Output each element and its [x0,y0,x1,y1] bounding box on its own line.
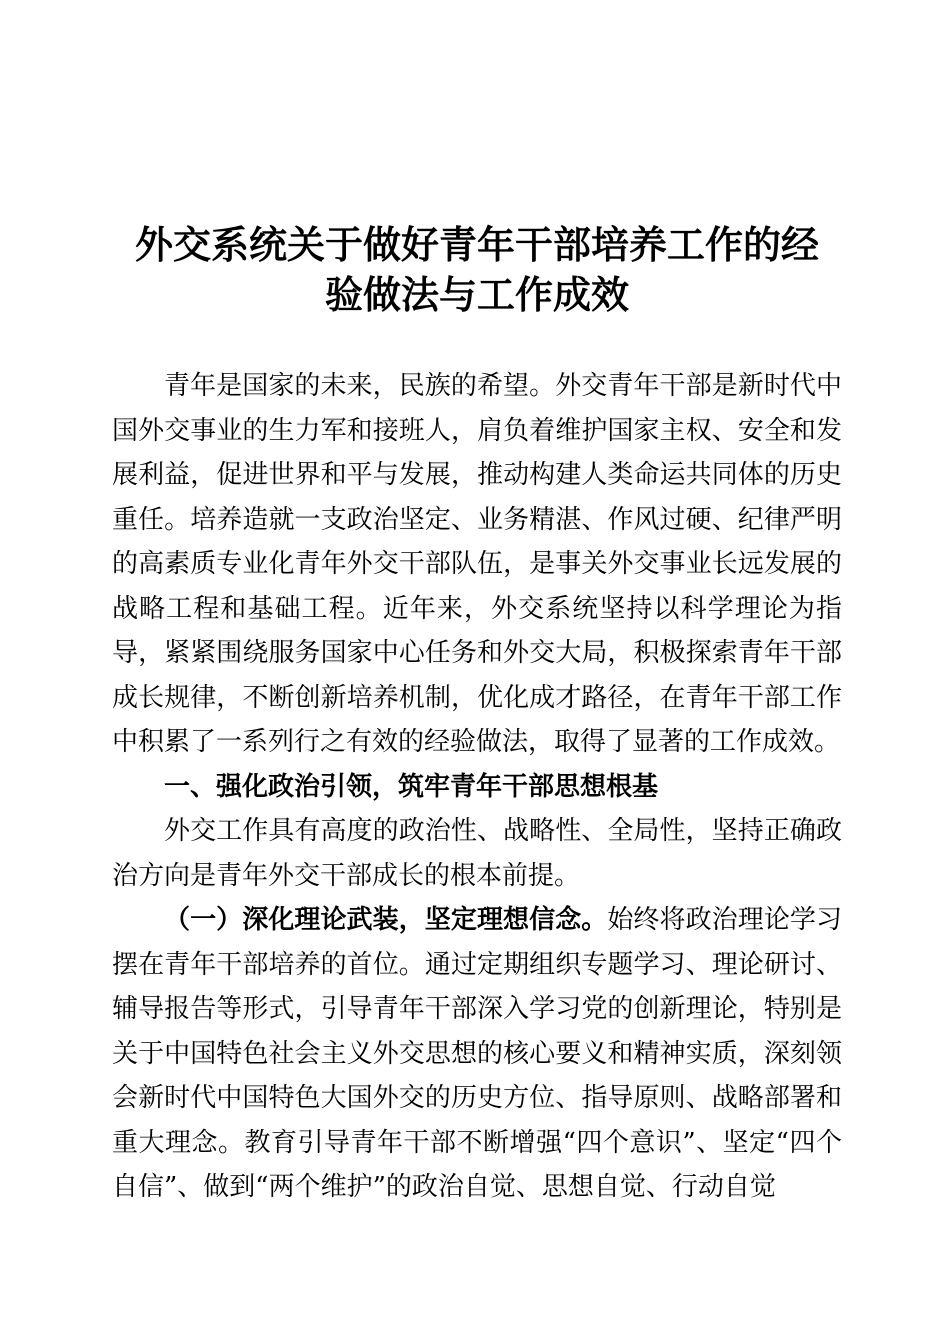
section-1-intro-paragraph: 外交工作具有高度的政治性、战略性、全局性，坚持正确政治方向是青年外交干部成长的根本前提。 [112,816,842,891]
document-title: 外交系统关于做好青年干部培养工作的经验做法与工作成效 [134,222,819,317]
subsection-1-lead: （一）深化理论武装，坚定理想信念。 [164,905,608,935]
subsection-1-text: 始终将政治理论学习摆在青年干部培养的首位。通过定期组织专题学习、理论研讨、辅导报告等形式，引导青年干部深入学习党的创新理论，特别是关于中国特色社会主义外交思想的核心要义和精神实质，深刻领会新时代中国特色大国外交的历史方位、指导原则、战略部署和重大理念。教育引导青年干部不断增强“四个意识”、坚定“四个自信”、做到“两个维护”的政治自觉、思想自觉、行动自觉 [112,905,842,1202]
section-1-heading: 一、强化政治引领，筑牢青年干部思想根基 [164,771,659,802]
intro-paragraph: 青年是国家的未来，民族的希望。外交青年干部是新时代中国外交事业的生力军和接班人，肩负着维护国家主权、安全和发展利益，促进世界和平与发展，推动构建人类命运共同体的历史重任。培养造就一支政治坚定、业务精湛、作风过硬、纪律严明的高素质专业化青年外交干部队伍，是事关外交事业长远发展的战略工程和基础工程。近年来，外交系统坚持以科学理论为指导，紧紧围绕服务国家中心任务和外交大局，积极探索青年干部成长规律，不断创新培养机制，优化成才路径，在青年干部工作中积累了一系列行之有效的经验做法，取得了显著的工作成效。 [112,371,842,757]
subsection-1-paragraph [112,898,842,1210]
